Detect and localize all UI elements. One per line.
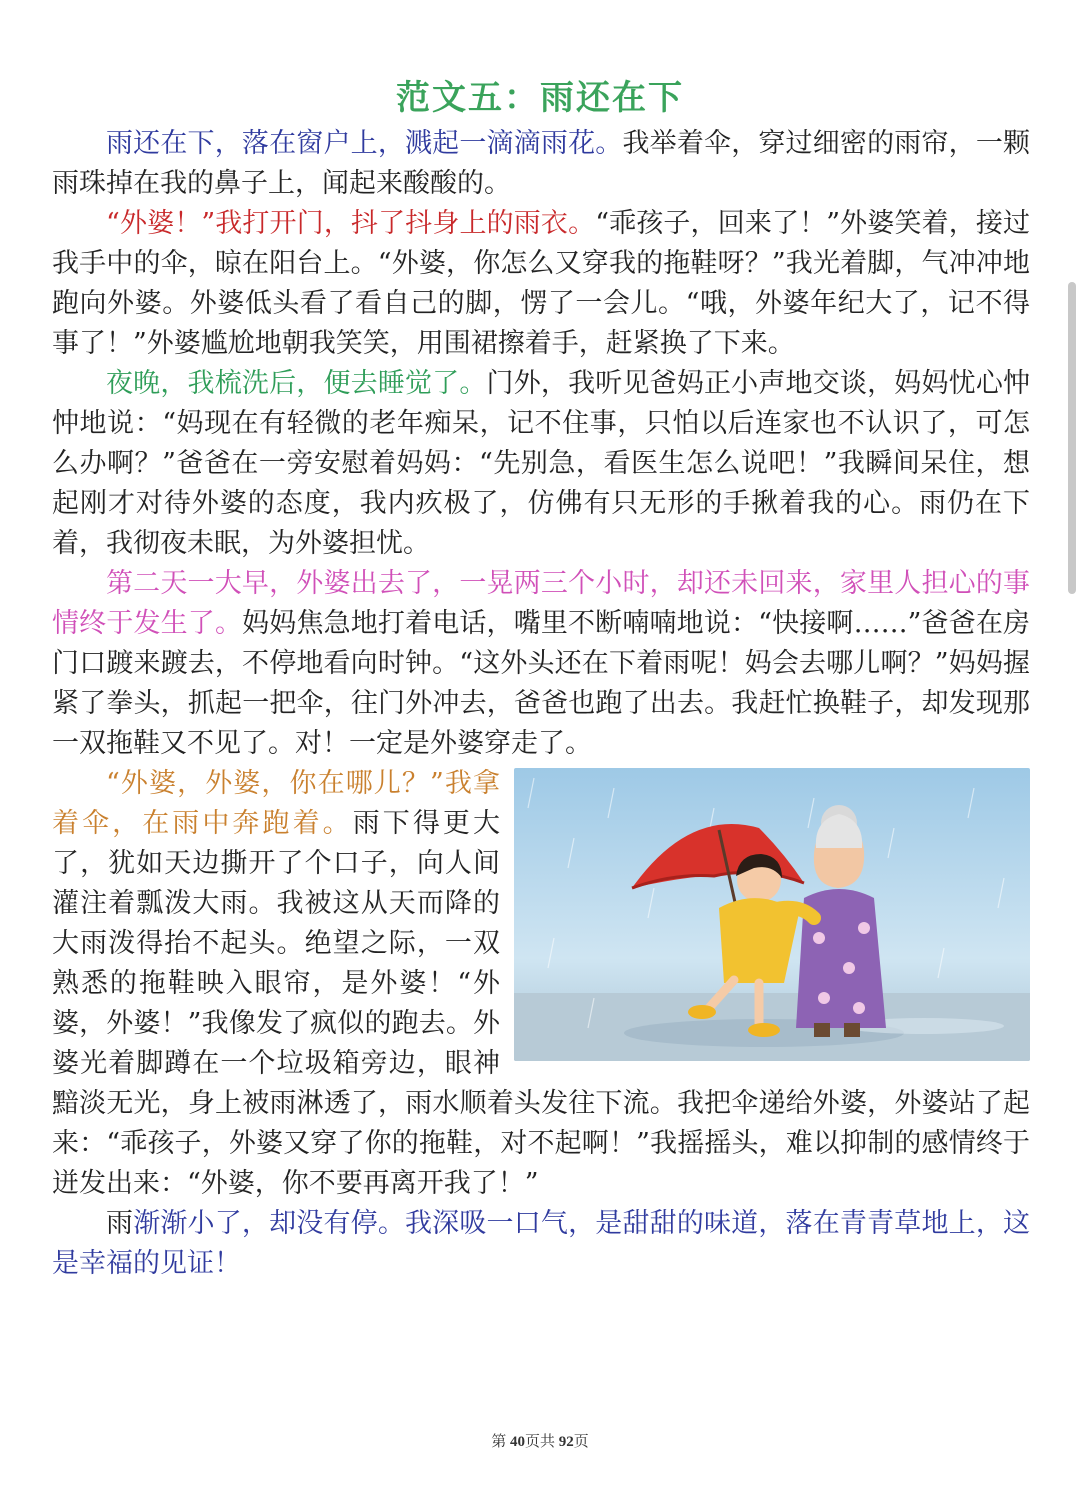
footer-prefix: 第 [491,1434,510,1450]
paragraph-1-text: 我举着伞，穿过细密的雨帘，一颗雨珠掉在我的鼻子上，闻起来酸酸的。 [52,128,1031,199]
page-footer [0,1430,1080,1451]
paragraph-4 [52,564,1030,764]
vertical-scrollbar[interactable] [1068,282,1076,594]
footer-suffix: 页 [573,1434,589,1450]
page-title: 范文五：雨还在下 [396,78,684,118]
article-body [52,124,1030,1284]
paragraph-2 [52,204,1030,364]
paragraph-4-text: 妈妈焦急地打着电话，嘴里不断喃喃地说：“快接啊……”爸爸在房门口踱来踱去，不停地看向时钟。“这外头还在下着雨呢！妈会去哪儿啊？”妈妈握紧了拳头，抓起一把伞，往门外冲去，爸爸也跑了出去。我赶忙换鞋子，却发现那一双拖鞋又不见了。对！一定是外婆穿走了。 [52,608,1031,759]
paragraph-2-text: “乖孩子，回来了！”外婆笑着，接过我手中的伞，晾在阳台上。“外婆，你怎么又穿我的拖鞋呀？”我光着脚，气冲冲地跑向外婆。外婆低头看了看自己的脚，愣了一会儿。“哦，外婆年纪大了，记不得事了！”外婆尴尬地朝我笑笑，用围裙擦着手，赶紧换了下来。 [52,208,1030,359]
footer-middle: 页共 [524,1434,559,1450]
footer-total-pages: 92 [558,1434,574,1450]
paragraph-1 [52,124,1030,204]
paragraph-4-highlight: 第二天一大早，外婆出去了，一晃两三个小时，却还未回来，家里人担心的事情终于发生了。 [52,568,1030,639]
paragraph-2-highlight: “外婆！”我打开门，抖了抖身上的雨衣。 [106,208,596,239]
paragraph-3-highlight: 夜晚，我梳洗后，便去睡觉了。 [106,368,487,399]
paragraph-6-text: 雨 [106,1208,134,1239]
paragraph-3-text: 门外，我听见爸妈正小声地交谈，妈妈忧心忡忡地说：“妈现在有轻微的老年痴呆，记不住事，只怕以后连家也不认识了，可怎么办啊？”爸爸在一旁安慰着妈妈：“先别急，看医生怎么说吧！”我瞬间呆住，想起刚才对待外婆的态度，我内疚极了，仿佛有只无形的手揪着我的心。雨仍在下着，我彻夜未眠，为外婆担忧。 [52,368,1031,559]
paragraph-5-highlight: “外婆，外婆，你在哪儿？”我拿着伞，在雨中奔跑着。 [52,768,500,839]
footer-current-page: 40 [509,1434,525,1450]
paragraph-5-text: 雨下得更大了，犹如天边撕开了个口子，向人间灌注着瓢泼大雨。我被这从天而降的大雨泼得抬不起头。绝望之际，一双熟悉的拖鞋映入眼帘，是外婆！“外婆，外婆！”我像发了疯似的跑去。外婆光着脚蹲在一个垃圾箱旁边，眼神黯淡无光，身上被雨淋透了，雨水顺着头发往下流。我把伞递给外婆，外婆站了起来：“乖孩子，外婆又穿了你的拖鞋，对不起啊！”我摇摇头，难以抑制的感情终于迸发出来：“外婆，你不要再离开我了！” [52,808,1030,1199]
girl-hugging-grandma-illustration [514,768,1030,1061]
paragraph-6-highlight: 渐渐小了，却没有停。我深吸一口气，是甜甜的味道，落在青青草地上，这是幸福的见证！ [52,1208,1031,1279]
paragraph-1-highlight: 雨还在下，落在窗户上，溅起一滴滴雨花。 [106,128,623,159]
paragraph-3 [52,364,1030,564]
paragraph-6 [52,1204,1030,1284]
